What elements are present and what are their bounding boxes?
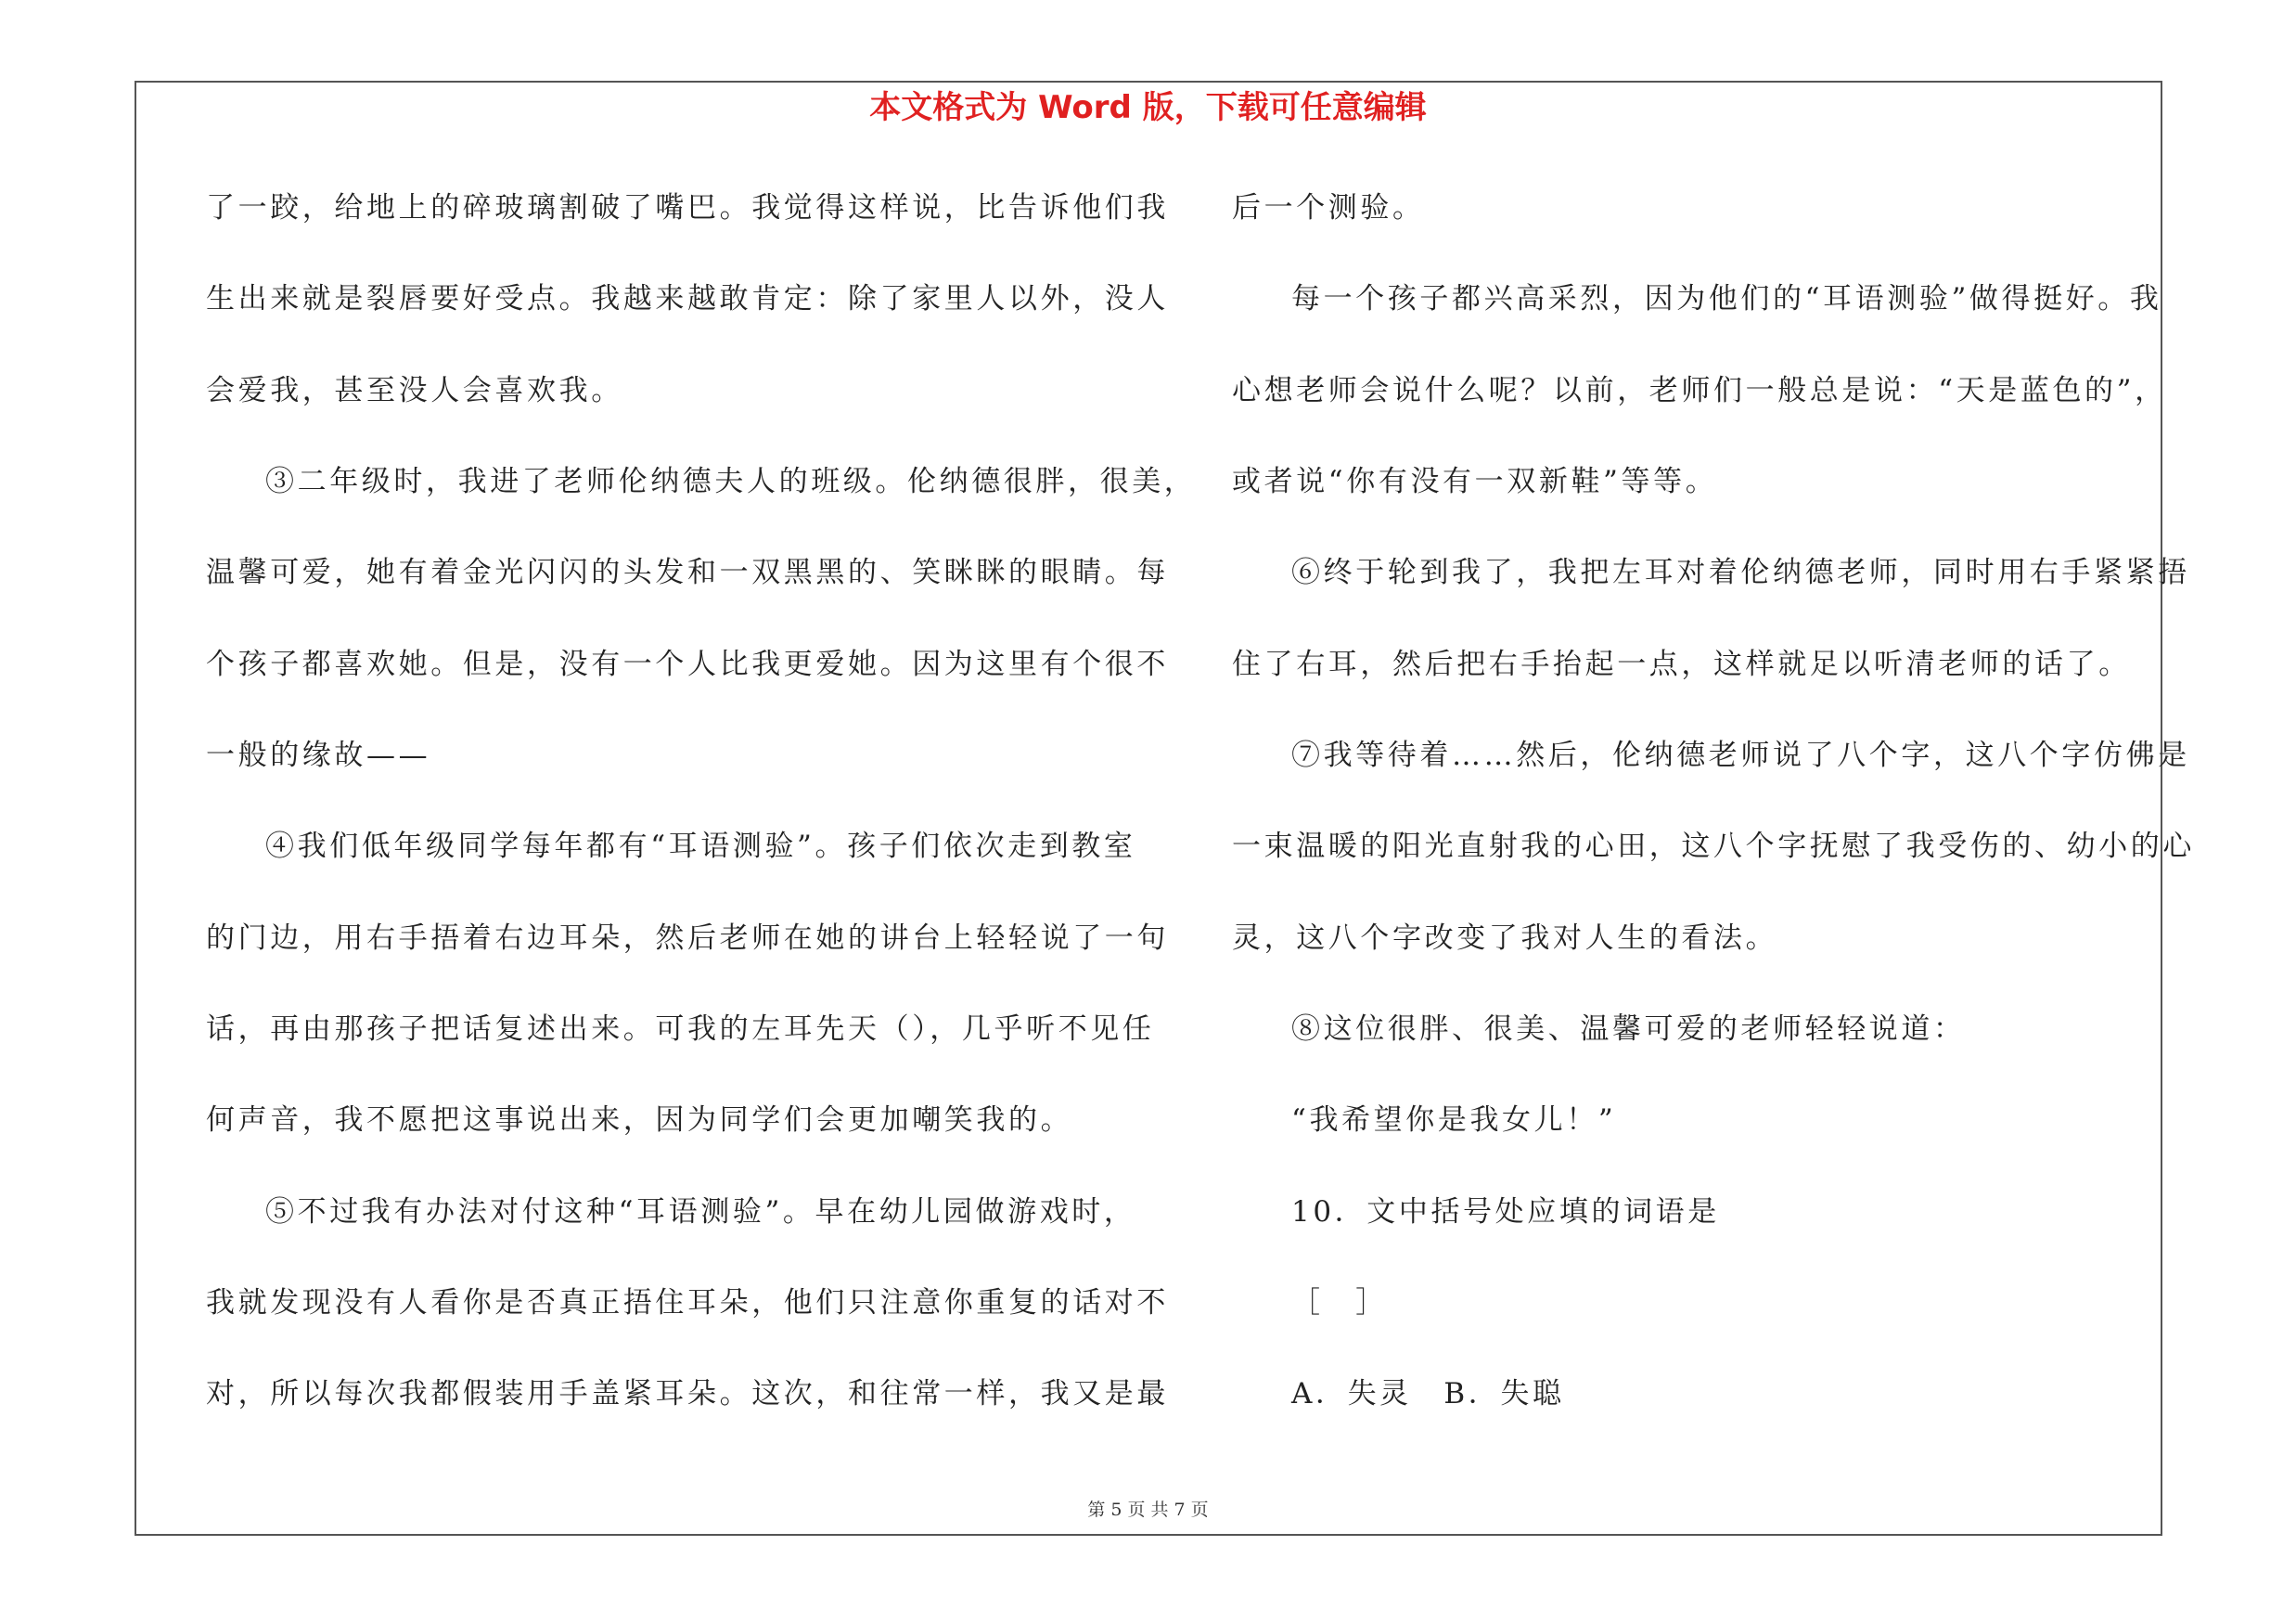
answer-options: A．失灵 B．失聪 <box>1291 1377 1565 1410</box>
text-line: 话，再由那孩子把话复述出来。可我的左耳先天（），几乎听不见任 <box>206 1012 1155 1046</box>
format-banner: 本文格式为 Word 版，下载可任意编辑 <box>869 89 1427 126</box>
text-line: 了一跤，给地上的碎玻璃割破了嘴巴。我觉得这样说，比告诉他们我 <box>206 191 1169 225</box>
text-line: 的门边，用右手捂着右边耳朵，然后老师在她的讲台上轻轻说了一句 <box>206 921 1169 955</box>
text-line: ⑦我等待着……然后，伦纳德老师说了八个字，这八个字仿佛是 <box>1291 739 2190 772</box>
text-line: ④我们低年级同学每年都有“耳语测验”。孩子们依次走到教室 <box>265 830 1136 863</box>
text-line: 每一个孩子都兴高采烈，因为他们的“耳语测验”做得挺好。我 <box>1291 282 2162 316</box>
question-line: 10．文中括号处应填的词语是 <box>1291 1195 1720 1229</box>
answer-bracket: ［ ］ <box>1291 1286 1388 1320</box>
quote-line: “我希望你是我女儿！” <box>1291 1103 1617 1137</box>
text-line: ⑧这位很胖、很美、温馨可爱的老师轻轻说道： <box>1291 1012 1966 1046</box>
text-line: 住了右耳，然后把右手抬起一点，这样就足以听清老师的话了。 <box>1232 648 2131 681</box>
text-line: 心想老师会说什么呢？以前，老师们一般总是说：“天是蓝色的”， <box>1232 374 2167 407</box>
text-line: 会爱我，甚至没人会喜欢我。 <box>206 374 623 407</box>
text-line: ③二年级时，我进了老师伦纳德夫人的班级。伦纳德很胖，很美， <box>265 465 1197 498</box>
text-line: ⑥终于轮到我了，我把左耳对着伦纳德老师，同时用右手紧紧捂 <box>1291 556 2190 589</box>
text-line: 一束温暖的阳光直射我的心田，这八个字抚慰了我受伤的、幼小的心 <box>1232 830 2195 863</box>
text-line: 生出来就是裂唇要好受点。我越来越敢肯定：除了家里人以外，没人 <box>206 282 1169 316</box>
text-line: ⑤不过我有办法对付这种“耳语测验”。早在幼儿园做游戏时， <box>265 1195 1136 1229</box>
page-number: 第 5 页 共 7 页 <box>1087 1500 1209 1520</box>
text-line: 灵，这八个字改变了我对人生的看法。 <box>1232 921 1778 955</box>
text-line: 对，所以每次我都假装用手盖紧耳朵。这次，和往常一样，我又是最 <box>206 1377 1169 1410</box>
text-line: 我就发现没有人看你是否真正捂住耳朵，他们只注意你重复的话对不 <box>206 1286 1169 1320</box>
text-line: 后一个测验。 <box>1232 191 1425 225</box>
text-line: 温馨可爱，她有着金光闪闪的头发和一双黑黑的、笑眯眯的眼睛。每 <box>206 556 1169 589</box>
text-line: 或者说“你有没有一双新鞋”等等。 <box>1232 465 1718 498</box>
text-line: 个孩子都喜欢她。但是，没有一个人比我更爱她。因为这里有个很不 <box>206 648 1169 681</box>
text-line: 何声音，我不愿把这事说出来，因为同学们会更加嘲笑我的。 <box>206 1103 1073 1137</box>
text-line: 一般的缘故—— <box>206 739 431 772</box>
